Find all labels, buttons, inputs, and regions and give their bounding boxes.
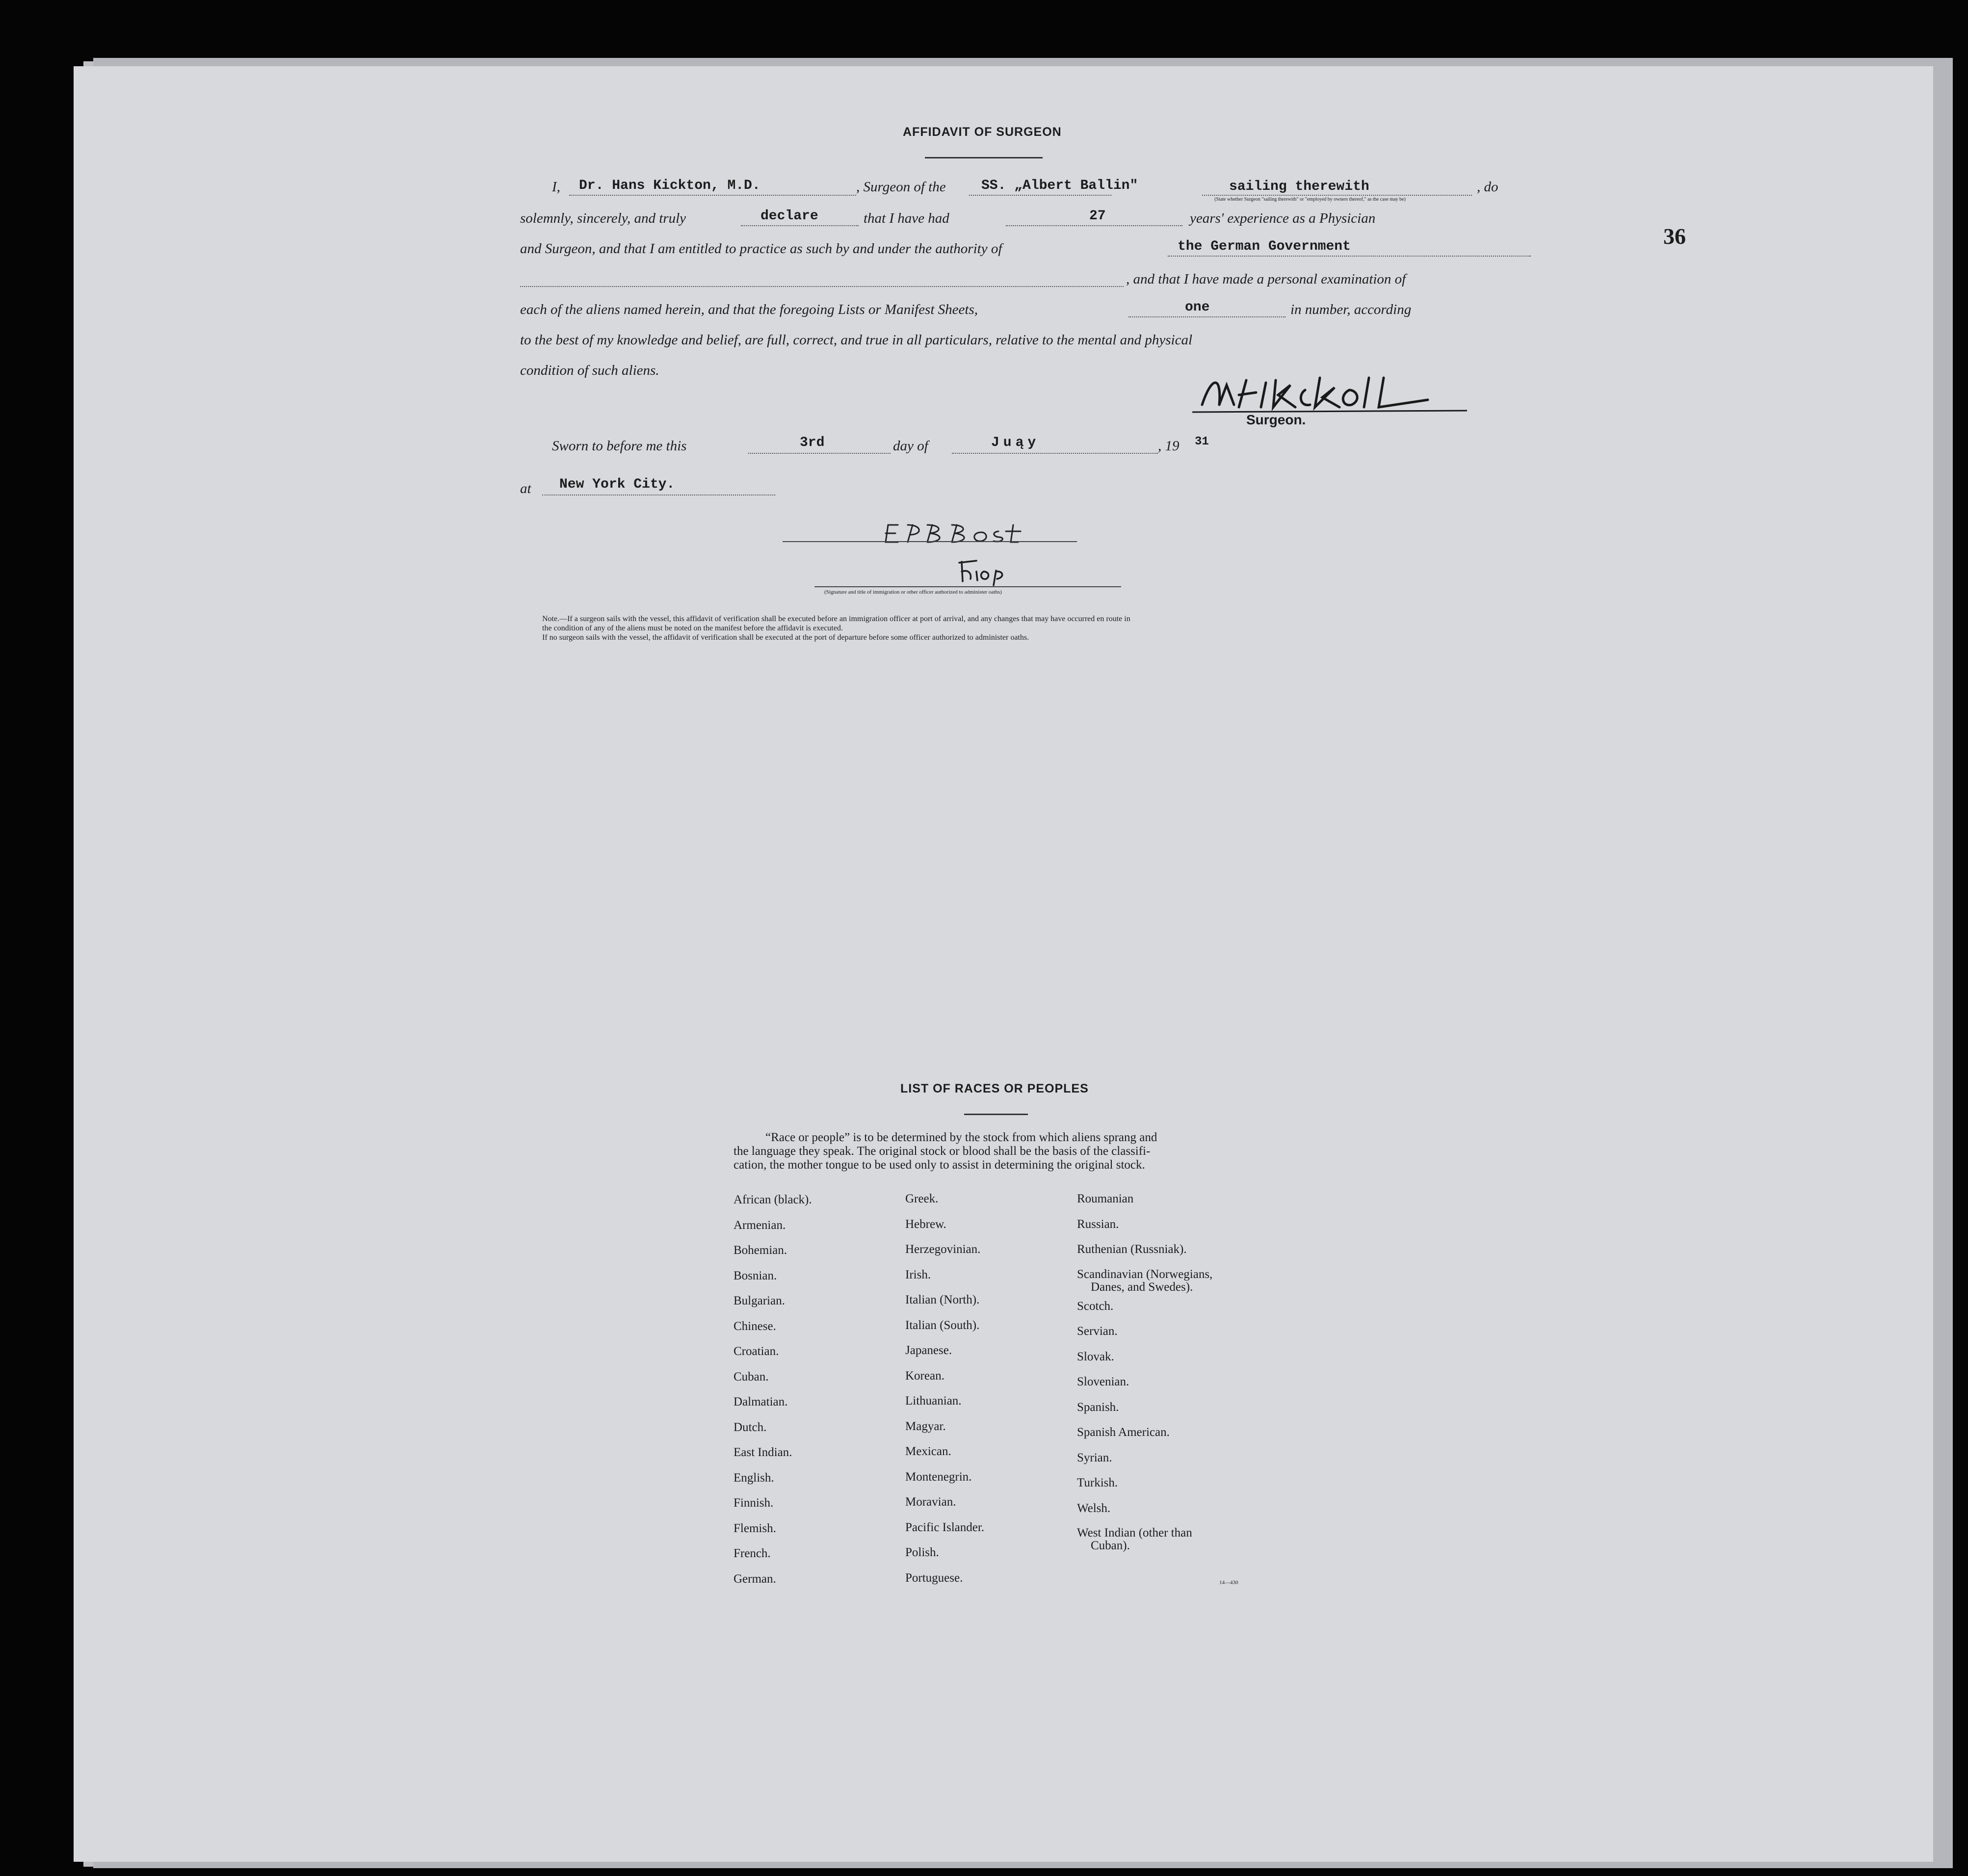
surgeon-name-field: Dr. Hans Kickton, M.D. [579,178,761,193]
surgeon-status-field: sailing therewith [1229,179,1369,194]
race-item: Russian. [1077,1217,1119,1231]
officer-signature [868,518,1075,547]
race-item: Danes, and Swedes). [1091,1280,1193,1294]
race-item: Pacific Islander. [905,1520,985,1534]
race-item: Portuguese. [905,1571,963,1585]
race-item: German. [734,1572,776,1586]
races-intro-line-3: cation, the mother tongue to be used only to assist in determining the original stock. [734,1158,1145,1172]
race-item: Korean. [905,1369,945,1382]
text-condition: condition of such aliens. [520,363,659,378]
race-item: Japanese. [905,1344,952,1357]
race-item: Italian (South). [905,1318,980,1332]
race-item: French. [734,1547,771,1560]
surgeon-signature [1192,365,1546,419]
note-line-1: Note.—If a surgeon sails with the vessel, this affidavit of verification shall be executed before an immigration officer at port of arrival, and any changes that may have occurred en route in [542,615,1130,623]
race-item: Scandinavian (Norwegians, [1077,1267,1213,1281]
race-item: Lithuanian. [905,1394,962,1407]
binder-hole [50,353,73,376]
sheets-line [1128,316,1286,317]
page-number: 36 [1663,224,1686,249]
race-item: English. [734,1471,774,1485]
race-item: Cuban). [1091,1539,1130,1552]
race-item: Polish. [905,1546,939,1559]
race-item: Spanish American. [1077,1426,1170,1439]
sheets-field: one [1185,300,1210,315]
races-column-3 [1077,1186,1212,1552]
race-item: Hebrew. [905,1217,946,1231]
race-item: Croatian. [734,1345,779,1358]
races-intro-line-1: “Race or people” is to be determined by the stock from which aliens sprang and [765,1131,1157,1144]
race-item: Roumanian [1077,1192,1134,1205]
race-item: Slovak. [1077,1350,1114,1363]
affidavit-title: AFFIDAVIT OF SURGEON [903,125,1062,139]
race-item: Welsh. [1077,1501,1111,1515]
race-item: Bosnian. [734,1269,777,1282]
race-item: Cuban. [734,1370,769,1383]
races-intro-line-2: the language they speak. The original stock or blood shall be the basis of the classifi- [734,1145,1151,1158]
race-item: Irish. [905,1268,931,1281]
day-line [748,453,891,454]
race-item: West Indian (other than [1077,1526,1192,1539]
text-and-surgeon: and Surgeon, and that I am entitled to practice as such by and under the authority of [520,241,1002,257]
note-line-2: the condition of any of the aliens must be noted on the manifest before the affidavit is executed. [542,624,843,632]
text-best-knowledge: to the best of my knowledge and belief, are full, correct, and true in all particulars, relative to the mental and physical [520,332,1193,348]
authority-line [1168,256,1531,257]
text-surgeon-of-the: , Surgeon of the [856,179,946,195]
place-field: New York City. [559,477,675,492]
race-item: Slovenian. [1077,1375,1129,1388]
month-field: Juąy [991,435,1040,450]
race-item: Chinese. [734,1319,776,1333]
text-i: I, [552,179,560,195]
binder-hole [50,1160,73,1183]
form-number: 14—430 [1219,1580,1238,1586]
binder-hole [50,1239,73,1261]
race-item: Bulgarian. [734,1294,785,1307]
status-note: (State whether Surgeon "sailing therewith" or "employed by owners thereof," as the case may be) [1214,197,1406,202]
officer-signature-line-1 [783,541,1077,542]
surgeon-name-line [569,195,856,196]
race-item: Dalmatian. [734,1395,788,1408]
race-item: Magyar. [905,1419,946,1433]
title-underline [925,157,1043,158]
text-sworn: Sworn to before me this [552,438,687,454]
race-item: Moravian. [905,1495,956,1509]
races-column-1 [734,1187,812,1591]
race-item: Italian (North). [905,1293,980,1306]
years-field: 27 [1089,208,1106,224]
race-item: Scotch. [1077,1299,1114,1313]
race-item: Montenegrin. [905,1470,972,1484]
race-item: Spanish. [1077,1400,1119,1414]
binder-hole [50,1570,73,1592]
binder-hole [50,275,73,297]
race-item: African (black). [734,1193,812,1206]
officer-signature-line-2 [814,586,1121,587]
race-item: Armenian. [734,1218,786,1232]
day-field: 3rd [800,435,825,450]
text-years-experience: years' experience as a Physician [1190,210,1376,226]
binder-hole [50,687,73,709]
text-at: at [520,481,531,496]
text-day-of: day of [893,438,928,454]
binder-hole [50,608,73,631]
verb-line [741,225,859,226]
race-item: Dutch. [734,1420,767,1434]
text-do: , do [1477,179,1498,195]
races-column-2 [905,1186,984,1590]
text-in-number: in number, according [1290,302,1412,317]
authority-field: the German Government [1178,239,1351,254]
race-item: Turkish. [1077,1476,1118,1489]
years-line [1006,225,1182,226]
race-item: Flemish. [734,1521,776,1535]
races-title: LIST OF RACES OR PEOPLES [900,1082,1089,1095]
text-year-prefix: , 19 [1158,438,1180,454]
vessel-line [969,195,1111,196]
note-line-3: If no surgeon sails with the vessel, the affidavit of verification shall be executed at the port of departure before some officer authorized to administer oaths. [542,633,1029,642]
text-personal-exam: , and that I have made a personal examination of [1126,271,1406,287]
race-item: Bohemian. [734,1244,787,1257]
document-page [74,66,1933,1862]
race-item: Greek. [905,1192,939,1205]
races-title-underline [964,1114,1028,1115]
officer-caption: (Signature and title of immigration or other officer authorized to administer oaths) [824,589,1002,595]
declaration-verb-field: declare [761,208,818,224]
race-item: East Indian. [734,1446,792,1459]
authority-continued-line [520,286,1124,287]
race-item: Finnish. [734,1496,774,1510]
officer-initials [957,557,1021,586]
text-each-alien: each of the aliens named herein, and that the foregoing Lists or Manifest Sheets, [520,302,978,317]
binder-hole [50,1491,73,1514]
race-item: Ruthenian (Russniak). [1077,1243,1187,1256]
race-item: Servian. [1077,1325,1118,1338]
text-that-i-have-had: that I have had [864,210,949,226]
race-item: Herzegovinian. [905,1243,981,1256]
vessel-name-field: SS. „Albert Ballin" [981,178,1138,193]
race-item: Mexican. [905,1445,951,1458]
surgeon-label: Surgeon. [1246,412,1306,427]
text-solemnly: solemnly, sincerely, and truly [520,210,686,226]
status-line [1202,195,1472,196]
year-field: 31 [1195,435,1209,448]
race-item: Syrian. [1077,1451,1112,1464]
month-line [952,453,1158,454]
